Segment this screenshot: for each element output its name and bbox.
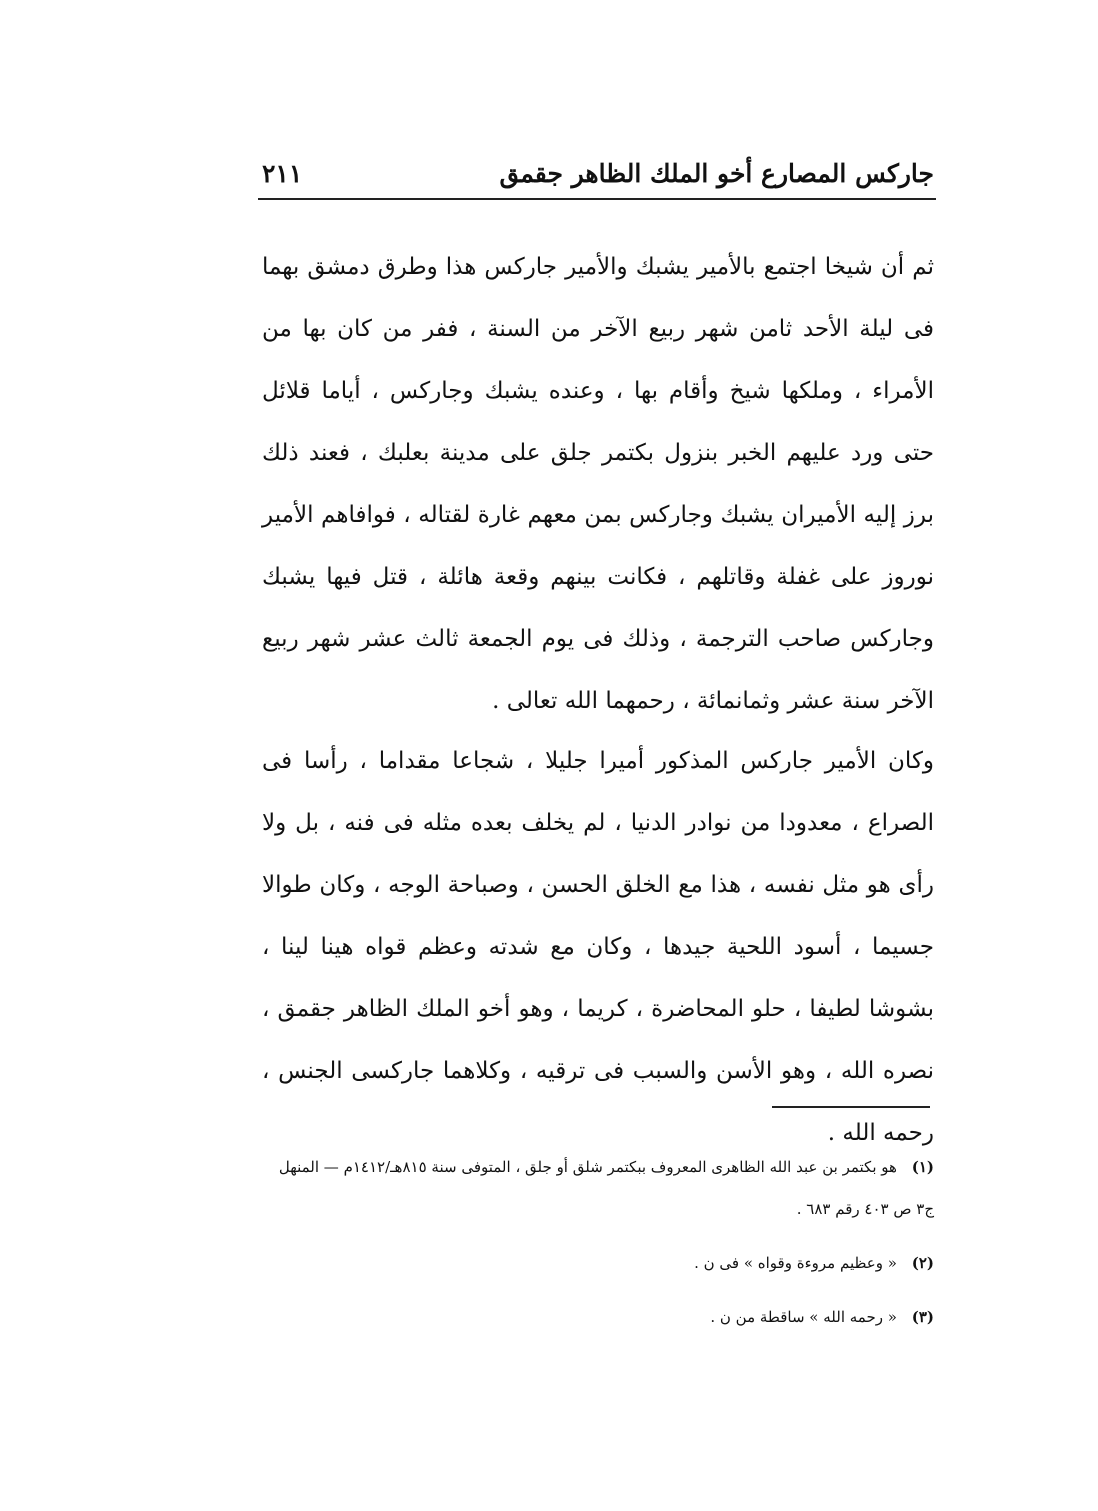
footnote-number: (١) — [911, 1158, 934, 1176]
paragraph-2: وكان الأمير جاركس المذكور أميرا جليلا ، شجاعا مقداما ، رأسا فى الصراع ، معدودا من نوادر الدنيا ، لم يخلف بعده مثله فى فنه ، بل ولا رأى هو مثل نفسه ، هذا مع الخلق الحسن ، وصباحة الوجه ، وكان طوالا جسيما ، أسود اللحية جيدها ، وكان مع شدته وعظم قواه هينا لينا ، بشوشا لطيفا ، حلو المحاضرة ، كريما ، وهو أخو الملك الظاهر جقمق ، نصره الله ، وهو الأسن والسبب فى ترقيه ، وكلاهما جاركسى الجنس ، رحمه الله . — [262, 748, 934, 1146]
paragraph-1: ثم أن شيخا اجتمع بالأمير يشبك والأمير جاركس هذا وطرق دمشق بهما فى ليلة الأحد ثامن شهر ربيع الآخر من السنة ، ففر من كان بها من الأمراء ، وملكها شيخ وأقام بها ، وعنده يشبك وجاركس ، أياما قلائل حتى ورد عليهم الخبر بنزول بكتمر جلق على مدينة بعلبك ، فعند ذلك برز إليه الأميران يشبك وجاركس بمن معهم غارة لقتاله ، فوافاهم الأمير نوروز على غفلة وقاتلهم ، فكانت بينهم وقعة هائلة ، قتل فيها يشبك وجاركس صاحب الترجمة ، وذلك فى يوم الجمعة ثالث عشر شهر ربيع الآخر سنة عشر وثمانمائة ، رحمهما الله تعالى . — [262, 254, 934, 714]
footnote-number: (٣) — [911, 1308, 934, 1326]
running-header — [262, 150, 934, 196]
footnote-2 — [262, 1242, 934, 1284]
footnote-number: (٢) — [911, 1254, 934, 1272]
page-number: ٢١١ — [262, 158, 303, 188]
footnote-text: « وعظيم مروءة وقواه » فى ن . — [694, 1254, 897, 1272]
footnote-rule — [772, 1106, 930, 1108]
footnote-1 — [262, 1146, 934, 1230]
running-title: جاركس المصارع أخو الملك الظاهر جقمق — [499, 158, 934, 188]
footnote-3 — [262, 1296, 934, 1338]
footnote-text: « رحمه الله » ساقطة من ن . — [710, 1308, 897, 1326]
footnote-text: هو بكتمر بن عبد الله الظاهرى المعروف ببكتمر شلق أو جلق ، المتوفى سنة ٨١٥هـ/١٤١٢م — المنهل ج٣ ص ٤٠٣ رقم ٦٨٣ . — [278, 1158, 934, 1218]
header-rule — [258, 198, 936, 200]
